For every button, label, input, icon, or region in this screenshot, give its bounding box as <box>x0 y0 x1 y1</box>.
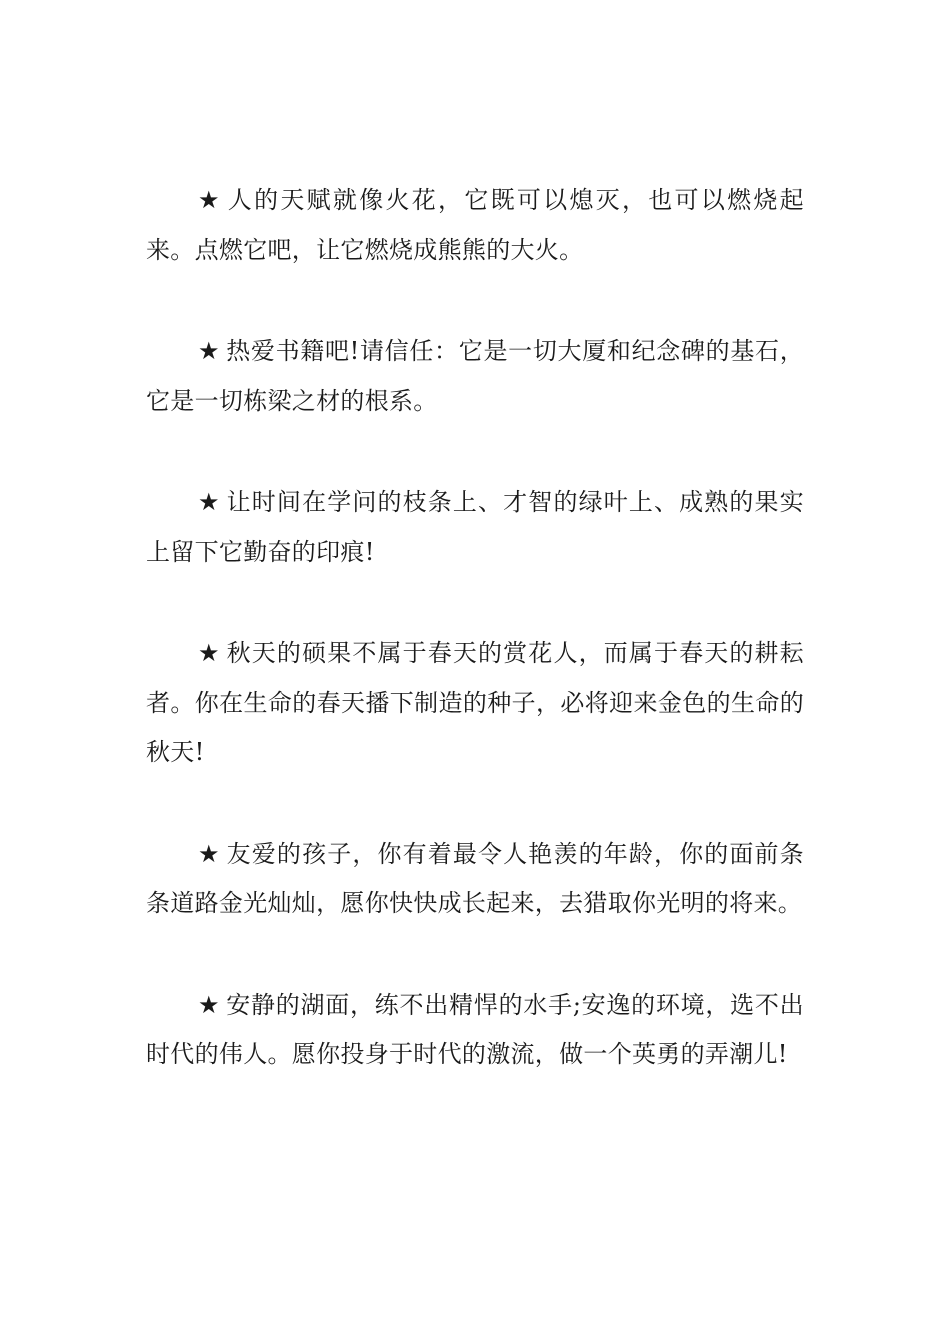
star-bullet-icon: ★ <box>198 186 222 214</box>
quote-text-1: 人的天赋就像火花，它既可以熄灭，也可以燃烧起来。点燃它吧，让它燃烧成熊熊的大火。 <box>146 186 804 264</box>
quote-paragraph-2 <box>146 327 804 426</box>
quote-paragraph-1 <box>146 176 804 275</box>
star-bullet-icon: ★ <box>198 337 221 365</box>
star-bullet-icon: ★ <box>198 990 221 1019</box>
document-body <box>146 176 804 1132</box>
quote-text-3: 让时间在学问的枝条上、才智的绿叶上、成熟的果实上留下它勤奋的印痕! <box>146 488 804 566</box>
quote-paragraph-4 <box>146 629 804 778</box>
quote-text-6: 安静的湖面，练不出精悍的水手;安逸的环境，选不出时代的伟人。愿你投身于时代的激流，做一个英勇的弄潮儿! <box>146 990 804 1068</box>
quote-paragraph-5 <box>146 830 804 929</box>
quote-text-5: 友爱的孩子，你有着最令人艳羡的年龄，你的面前条条道路金光灿灿，愿你快快成长起来，去猎取你光明的将来。 <box>146 839 804 917</box>
quote-paragraph-6 <box>146 981 804 1080</box>
quote-text-4: 秋天的硕果不属于春天的赏花人，而属于春天的耕耘者。你在生命的春天播下制造的种子，必将迎来金色的生命的秋天! <box>146 639 804 766</box>
star-bullet-icon: ★ <box>198 639 221 667</box>
star-bullet-icon: ★ <box>198 488 221 516</box>
quote-text-2: 热爱书籍吧!请信任：它是一切大厦和纪念碑的基石，它是一切栋梁之材的根系。 <box>146 337 805 415</box>
star-bullet-icon: ★ <box>198 839 221 868</box>
quote-paragraph-3 <box>146 478 804 577</box>
